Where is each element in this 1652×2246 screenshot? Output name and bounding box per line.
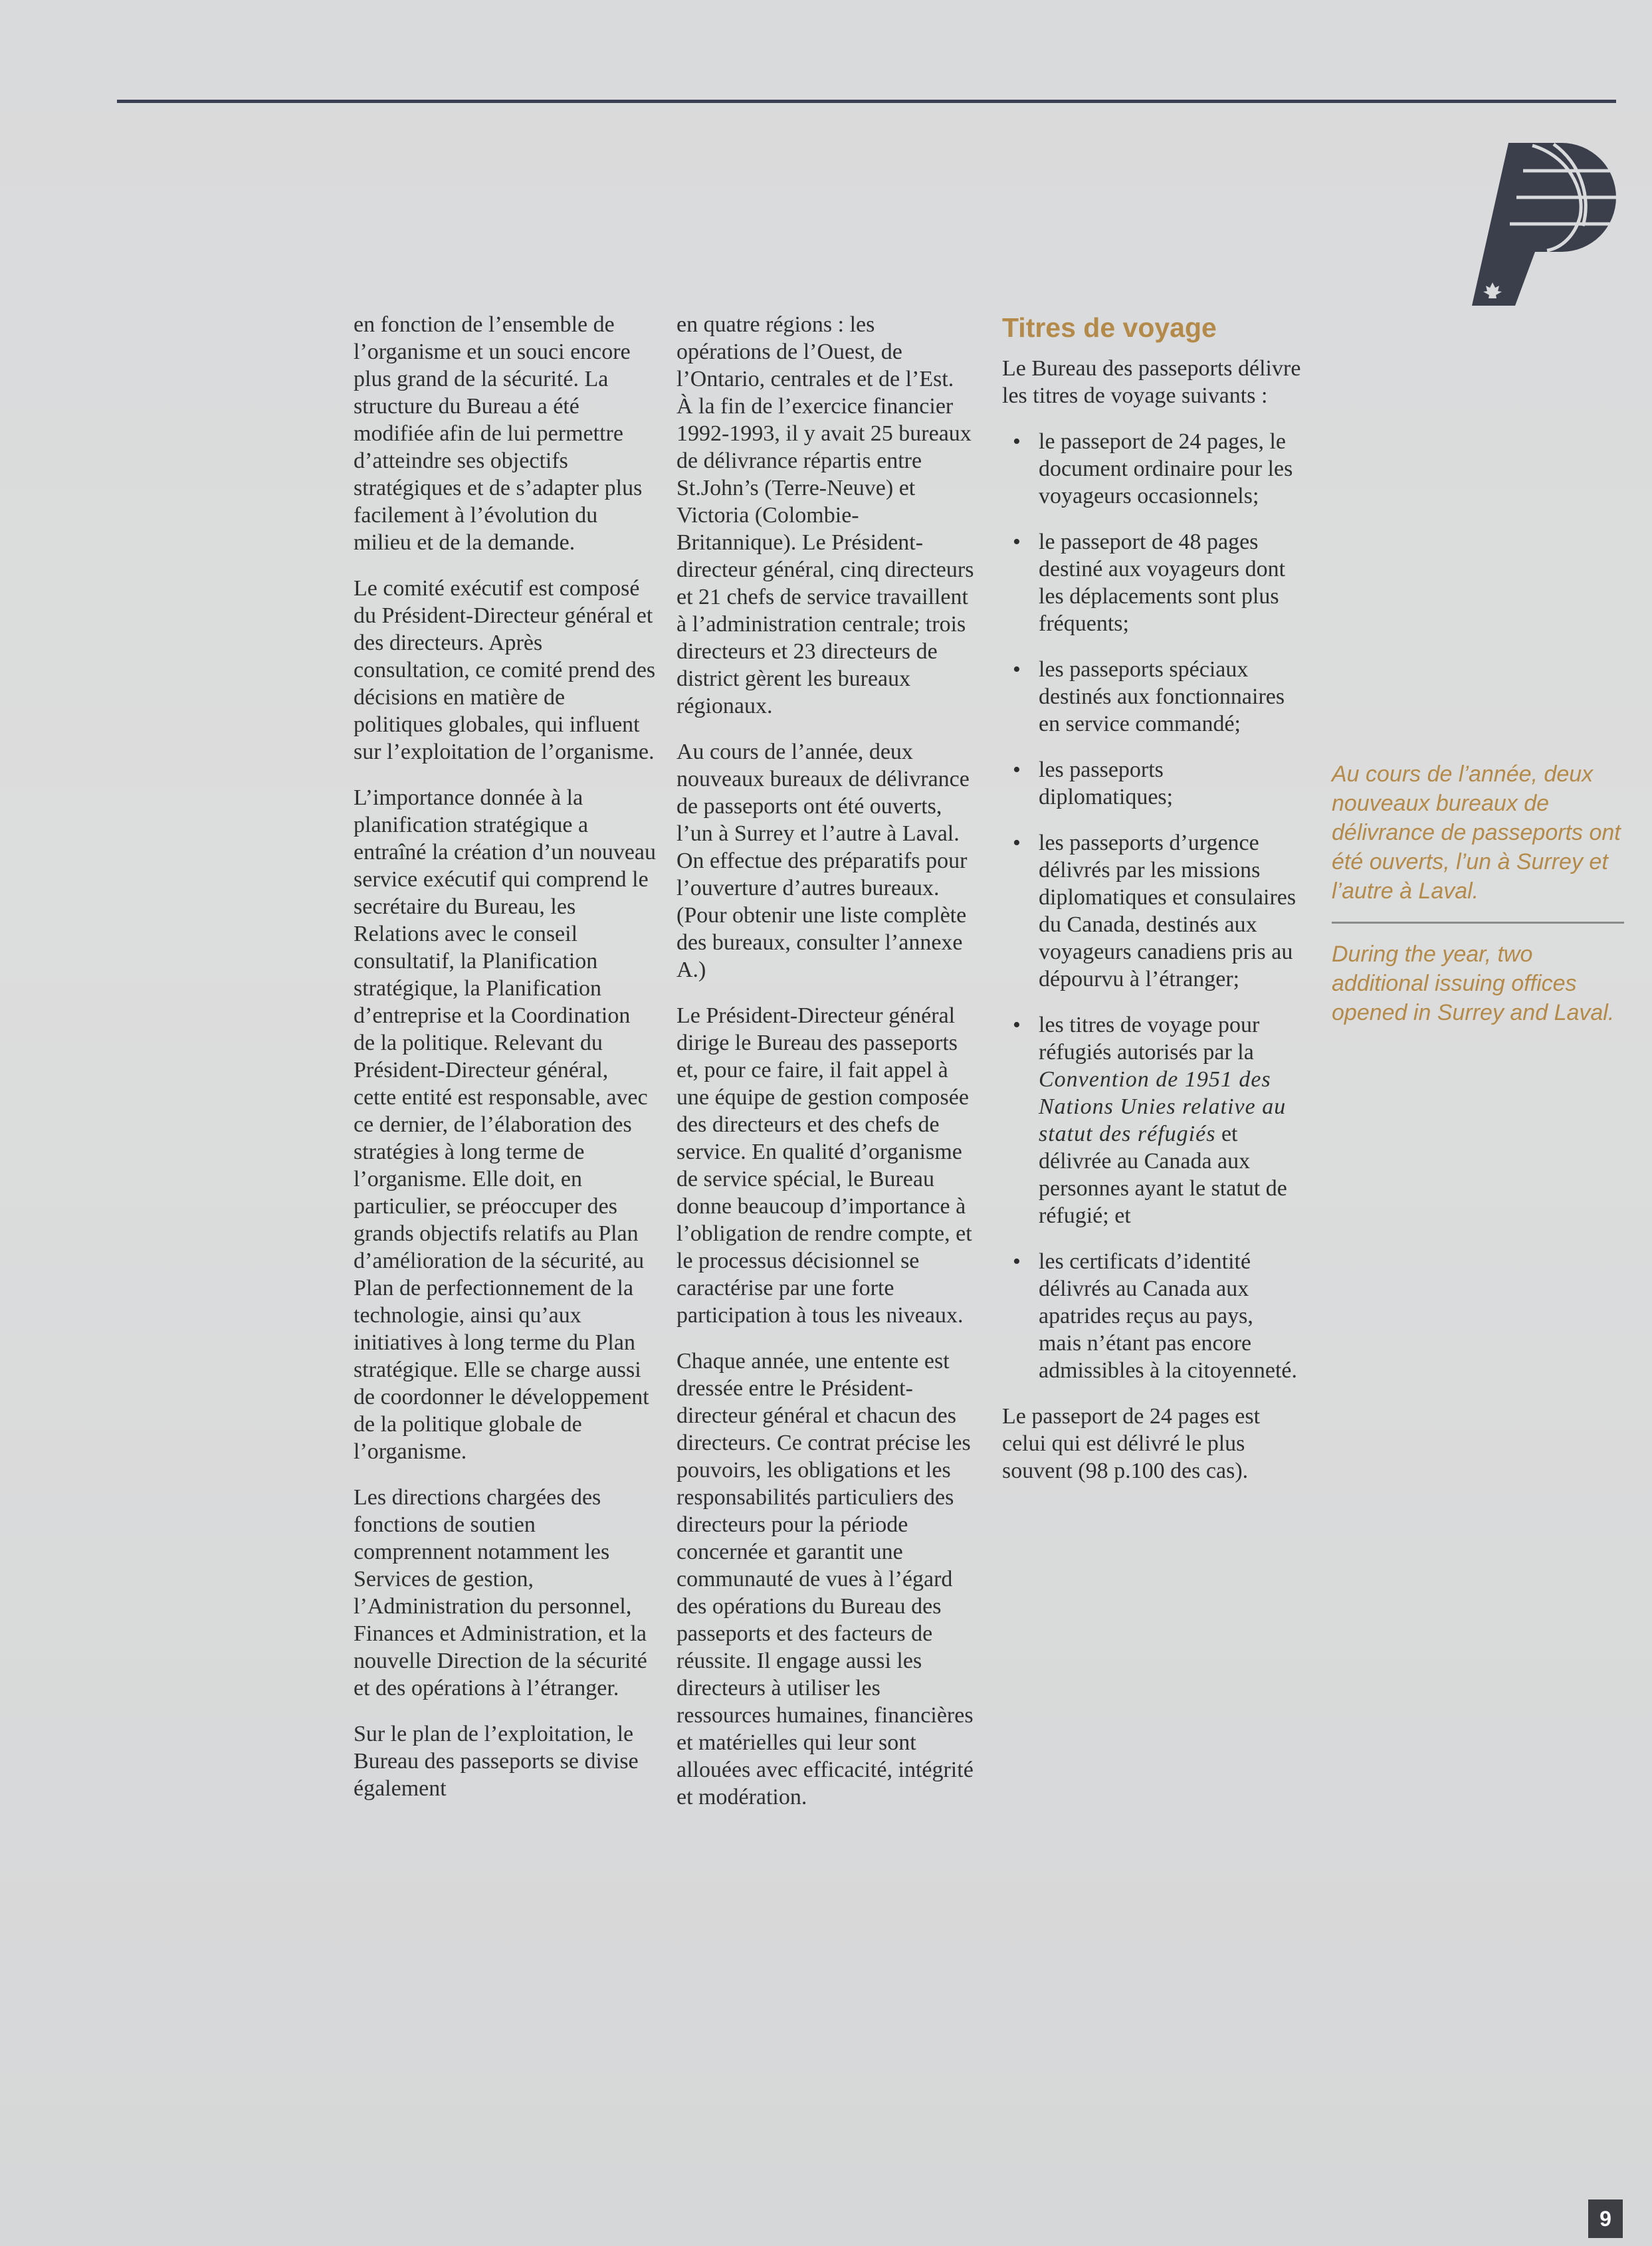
list-item-text: et délivrée au Canada aux personnes ayant le statut de réfugié; et <box>1039 1122 1287 1228</box>
paragraph: Sur le plan de l’exploitation, le Bureau des passeports se divise également <box>354 1722 639 1801</box>
list-item: • les passeports diplomatiques; <box>1002 756 1301 811</box>
page-number: 9 <box>1588 2199 1623 2238</box>
passport-logo-icon <box>1469 136 1631 312</box>
text-column-2 <box>676 311 974 1829</box>
list-item-text: les titres de voyage pour réfugiés autorisés par la <box>1039 1013 1260 1065</box>
list-item <box>1002 1011 1301 1229</box>
paragraph: en quatre régions : les opérations de l’Ouest, de l’Ontario, centrales et de l’Est. À la fin de l’exercice financier 1992-1993, il y avait 25 bureaux de délivrance répartis entre St.John’s (Terre-Neuve) et Victoria (Colombie-Britannique). Le Président-directeur général, cinq directeurs et 21 chefs de service travaillent à l’administration centrale; trois directeurs et 23 directeurs de district gèrent les bureaux régionaux. <box>676 312 974 718</box>
top-rule <box>117 100 1616 103</box>
list-item: • les passeports spéciaux destinés aux fonctionnaires en service commandé; <box>1002 656 1301 738</box>
pull-quote-english: During the year, two additional issuing offices opened in Surrey and Laval. <box>1332 942 1615 1025</box>
pull-quote-french: Au cours de l’année, deux nouveaux bureaux de délivrance de passeports ont été ouverts, l’un à Surrey et l’autre à Laval. <box>1332 762 1621 904</box>
list-item: • les passeports d’urgence délivrés par les missions diplomatiques et consulaires du Canada, destinés aux voyageurs canadiens pris au dépourvu à l’étranger; <box>1002 829 1301 993</box>
paragraph: Le comité exécutif est composé du Président-Directeur général et des directeurs. Après consultation, ce comité prend des décisions en matière de politiques globales, qui influent sur l’exploitation de l’organisme. <box>354 576 656 764</box>
paragraph: en fonction de l’ensemble de l’organisme et un souci encore plus grand de la sécurité. La structure du Bureau a été modifiée afin de lui permettre d’atteindre ses objectifs stratégiques et de s’adapter plus facilement à l’évolution du milieu et de la demande. <box>354 312 643 555</box>
text-column-3 <box>1002 311 1301 1503</box>
list-item: • les certificats d’identité délivrés au Canada aux apatrides reçus au pays, mais n’étant pas encore admissibles à la citoyenneté. <box>1002 1248 1301 1384</box>
section-heading: Titres de voyage <box>1002 312 1217 343</box>
paragraph: Le Président-Directeur général dirige le Bureau des passeports et, pour ce faire, il fait appel à une équipe de gestion composée des directeurs et des chefs de service. En qualité d’organisme de service spécial, le Bureau donne beaucoup d’importance à l’obligation de rendre compte, et le processus décisionnel se caractérise par une forte participation à tous les niveaux. <box>676 1003 972 1328</box>
list-item: • le passeport de 24 pages, le document ordinaire pour les voyageurs occasionnels; <box>1002 428 1301 510</box>
list-item: • le passeport de 48 pages destiné aux voyageurs dont les déplacements sont plus fréquents; <box>1002 528 1301 637</box>
closing-paragraph: Le passeport de 24 pages est celui qui est délivré le plus souvent (98 p.100 des cas). <box>1002 1404 1261 1483</box>
paragraph: L’importance donnée à la planification stratégique a entraîné la création d’un nouveau service exécutif qui comprend le secrétaire du Bureau, les Relations avec le conseil consultatif, la Planification stratégique, la Planification d’entreprise et la Coordination de la politique. Relevant du Président-Directeur général, cette entité est responsable, avec ce dernier, de l’élaboration des stratégies à long terme de l’organisme. Elle doit, en particulier, se préoccuper des grands objectifs relatifs au Plan d’amélioration de la sécurité, au Plan de perfectionnement de la technologie, ainsi qu’aux initiatives à long terme du Plan stratégique. Elle se charge aussi de coordonner le développement de la politique globale de l’organisme. <box>354 785 657 1464</box>
paragraph: Chaque année, une entente est dressée entre le Président-directeur général et chacun des directeurs. Ce contrat précise les pouvoirs, les obligations et les responsabilités particuliers des directeurs pour la période concernée et garantit une communauté de vues à l’égard des opérations du Bureau des passeports et des facteurs de réussite. Il engage aussi les directeurs à utiliser les ressources humaines, financières et matérielles qui leur sont allouées avec efficacité, intégrité et modération. <box>676 1349 974 1809</box>
paragraph: Les directions chargées des fonctions de soutien comprennent notamment les Services de gestion, l’Administration du personnel, Finances et Administration, et la nouvelle Direction de la sécurité et des opérations à l’étranger. <box>354 1485 647 1700</box>
text-column-1 <box>354 311 656 1821</box>
sidebar-divider <box>1332 922 1624 924</box>
convention-title: Convention de 1951 des Nations Unies relative au statut des réfugiés <box>1039 1067 1287 1146</box>
section-intro: Le Bureau des passeports délivre les titres de voyage suivants : <box>1002 356 1301 408</box>
travel-documents-list <box>1002 428 1301 1384</box>
paragraph: Au cours de l’année, deux nouveaux bureaux de délivrance de passeports ont été ouverts, l’un à Surrey et l’autre à Laval. On effectue des préparatifs pour l’ouverture d’autres bureaux. (Pour obtenir une liste complète des bureaux, consulter l’annexe A.) <box>676 740 970 982</box>
pull-quote-sidebar <box>1332 760 1624 1027</box>
